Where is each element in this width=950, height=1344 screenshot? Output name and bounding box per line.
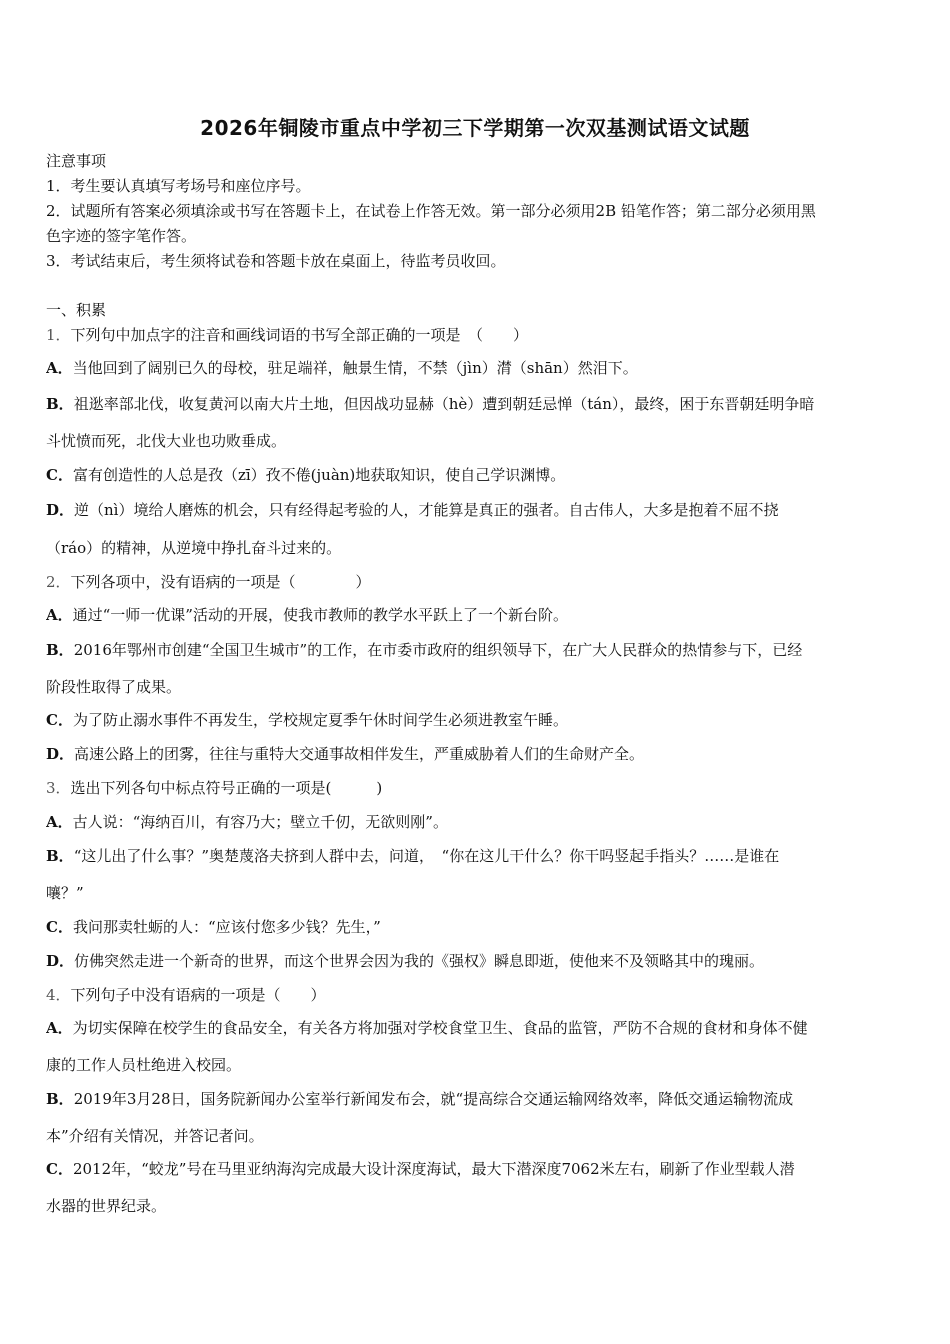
option-continuation: 斗忧愤而死，北伐大业也功败垂成。 bbox=[46, 432, 287, 450]
option-continuation: 嚷？” bbox=[46, 884, 84, 902]
option-label: B． bbox=[46, 395, 74, 413]
option-text: 为切实保障在校学生的食品安全，有关各方将加强对学校食堂卫生、食品的监管，严防不合规的食材和身体不健 bbox=[72, 1019, 808, 1037]
option-text: 2012年，“蛟龙”号在马里亚纳海沟完成最大设计深度海试，最大下潜深度7062米左右，刷新了作业型载人潜 bbox=[72, 1160, 795, 1178]
notice-item: 色字迹的签字笔作答。 bbox=[46, 227, 197, 245]
option-continuation: 康的工作人员杜绝进入校园。 bbox=[46, 1056, 242, 1074]
option-text: 通过“一师一优课”活动的开展，使我市教师的教学水平跃上了一个新台阶。 bbox=[72, 606, 568, 624]
question-text: 下列句子中没有语病的一项是（ ） bbox=[70, 986, 326, 1004]
notice-item: 3．考试结束后，考生须将试卷和答题卡放在桌面上，待监考员收回。 bbox=[46, 252, 506, 270]
question-number: 3． bbox=[46, 779, 71, 797]
option-text: 当他回到了阔别已久的母校，驻足端祥，触景生情，不禁（jìn）潸（shān）然泪下。 bbox=[72, 359, 638, 377]
question-number: 4． bbox=[46, 986, 71, 1004]
option-label: B． bbox=[46, 1090, 74, 1108]
option-text: 古人说：“海纳百川，有容乃大；壁立千仞，无欲则刚”。 bbox=[72, 813, 448, 831]
option-c bbox=[46, 464, 908, 486]
question-text: 下列句中加点字的注音和画线词语的书写全部正确的一项是 （ ） bbox=[70, 326, 529, 344]
option-label: C． bbox=[46, 1160, 73, 1178]
option-continuation: 水器的世界纪录。 bbox=[46, 1197, 167, 1215]
notice-heading: 注意事项 bbox=[46, 152, 107, 170]
option-d bbox=[46, 499, 908, 521]
option-text: 我问那卖牡蛎的人：“应该付您多少钱？先生，” bbox=[72, 918, 381, 936]
option-c bbox=[46, 1158, 908, 1180]
question-stem bbox=[46, 324, 908, 346]
option-label: B． bbox=[46, 847, 74, 865]
option-b bbox=[46, 393, 908, 415]
option-label: D． bbox=[46, 952, 75, 970]
notice-item: 1．考生要认真填写考场号和座位序号。 bbox=[46, 177, 311, 195]
question-stem bbox=[46, 571, 908, 593]
question-number: 2． bbox=[46, 573, 71, 591]
option-text: 富有创造性的人总是孜（zī）孜不倦(juàn)地获取知识，使自己学识渊博。 bbox=[72, 466, 566, 484]
option-label: B． bbox=[46, 641, 74, 659]
question-text: 下列各项中，没有语病的一项是（ ） bbox=[70, 573, 371, 591]
option-a bbox=[46, 1017, 908, 1039]
option-c bbox=[46, 709, 908, 731]
option-label: A． bbox=[46, 606, 73, 624]
option-b bbox=[46, 1088, 908, 1110]
option-b bbox=[46, 845, 908, 867]
question-stem bbox=[46, 777, 908, 799]
section-heading: 一、积累 bbox=[46, 301, 107, 319]
option-text: 为了防止溺水事件不再发生，学校规定夏季午休时间学生必须进教室午睡。 bbox=[72, 711, 568, 729]
question-text: 选出下列各句中标点符号正确的一项是( ) bbox=[70, 779, 383, 797]
option-continuation: 本”介绍有关情况，并答记者问。 bbox=[46, 1127, 264, 1145]
option-label: D． bbox=[46, 745, 75, 763]
option-a bbox=[46, 357, 908, 379]
option-a bbox=[46, 604, 908, 626]
option-label: A． bbox=[46, 359, 73, 377]
option-continuation: 阶段性取得了成果。 bbox=[46, 678, 182, 696]
option-text: 高速公路上的团雾，往往与重特大交通事故相伴发生，严重威胁着人们的生命财产全。 bbox=[74, 745, 645, 763]
option-label: C． bbox=[46, 466, 73, 484]
notice-item: 2．试题所有答案必须填涂或书写在答题卡上，在试卷上作答无效。第一部分必须用2B 铅笔作答；第二部分必须用黑 bbox=[46, 202, 816, 220]
option-text: “这儿出了什么事？”奥楚蔑洛夫挤到人群中去，问道， “你在这儿干什么？你干吗竖起手指头？……是谁在 bbox=[73, 847, 780, 865]
option-text: 2016年鄂州市创建“全国卫生城市”的工作，在市委市政府的组织领导下，在广大人民群众的热情参与下，已经 bbox=[73, 641, 803, 659]
option-d bbox=[46, 743, 908, 765]
option-b bbox=[46, 639, 908, 661]
question-stem bbox=[46, 984, 908, 1006]
option-label: A． bbox=[46, 1019, 73, 1037]
option-text: 逆（nì）境给人磨炼的机会，只有经得起考验的人，才能算是真正的强者。自古伟人，大多是抱着不屈不挠 bbox=[74, 501, 779, 519]
option-text: 2019年3月28日，国务院新闻办公室举行新闻发布会，就“提高综合交通运输网络效率，降低交通运输物流成 bbox=[73, 1090, 794, 1108]
option-text: 祖逖率部北伐，收复黄河以南大片土地，但因战功显赫（hè）遭到朝廷忌惮（tán），最终，困于东晋朝廷明争暗 bbox=[73, 395, 815, 413]
option-text: 仿佛突然走进一个新奇的世界，而这个世界会因为我的《强权》瞬息即逝，使他来不及领略其中的瑰丽。 bbox=[74, 952, 765, 970]
option-d bbox=[46, 950, 908, 972]
option-label: A． bbox=[46, 813, 73, 831]
option-a bbox=[46, 811, 908, 833]
option-continuation: （ráo）的精神，从逆境中挣扎奋斗过来的。 bbox=[46, 539, 342, 557]
option-label: C． bbox=[46, 918, 73, 936]
option-c bbox=[46, 916, 908, 938]
option-label: C． bbox=[46, 711, 73, 729]
option-label: D． bbox=[46, 501, 75, 519]
question-number: 1． bbox=[46, 326, 71, 344]
page-title: 2026年铜陵市重点中学初三下学期第一次双基测试语文试题 bbox=[200, 116, 750, 140]
